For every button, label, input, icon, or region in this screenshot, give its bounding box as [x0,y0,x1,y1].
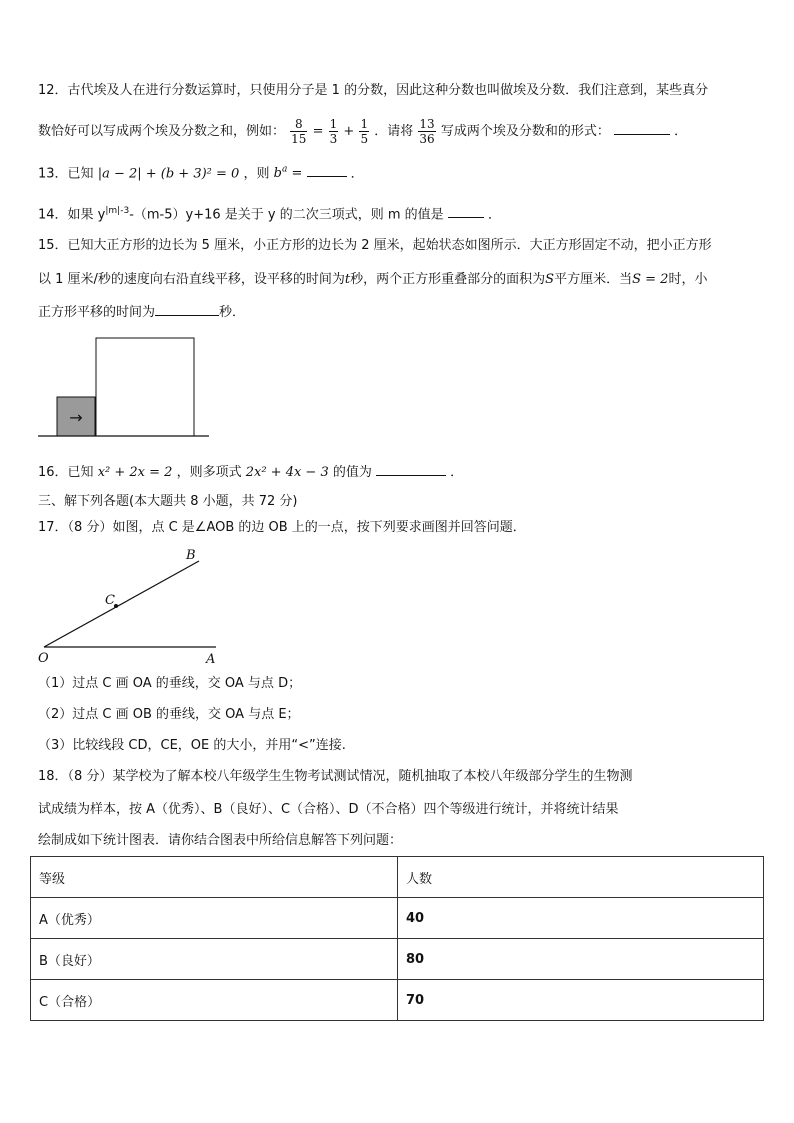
q17-step3: （3）比较线段 CD，CE，OE 的大小，并用“<”连接. [38,738,346,753]
q12-pre: 数恰好可以写成两个埃及分数之和，例如： [38,124,286,139]
q12-mid: ．请将 [374,124,414,139]
large-square [96,338,194,436]
q12-line1: 12．古代埃及人在进行分数运算时，只使用分子是 1 的分数，因此这种分数也叫做埃及分数．我们注意到，某些真分 [38,83,709,98]
angle-figure [36,544,226,668]
answer-blank-13[interactable] [307,162,347,177]
label-a: A [206,652,216,667]
fraction-1-3: $\frac{1}{3}$ [329,117,338,146]
squares-figure [36,335,212,441]
table-row [31,898,764,939]
table-cell: C（合格） [31,980,398,1021]
q15-line3: 正方形平移的时间为 秒． [38,301,245,323]
table-row [31,980,764,1021]
table-header-row [31,857,764,898]
table-cell: 80 [398,939,764,980]
ray-ob [44,561,199,647]
q13-line: 13．已知 |a − 2| + (b + 3)² = 0 ，则 $b^a$ = ． [38,160,364,184]
q14-exponent: |m|-3 [105,206,130,216]
q12-line2: 数恰好可以写成两个埃及分数之和，例如： $\frac{8}{15}$ = $\frac{1}{3}$ + $\frac{1}{5}$ ．请将 $\frac{13}{36}$ 写成两个埃及分数和的形式： ． [38,117,688,146]
q12-post: 写成两个埃及分数和的形式： [440,124,610,139]
q18-line1: 18．（8 分）某学校为了解本校八年级学生生物考试测试情况，随机抽取了本校八年级部分学生的生物测 [38,769,633,784]
table-header-cell: 人数 [398,857,764,898]
right-arrow-icon: → [69,408,83,427]
answer-blank-16[interactable] [376,461,446,476]
fraction-13-36: $\frac{13}{36}$ [419,117,435,146]
q17-step1: （1）过点 C 画 OA 的垂线，交 OA 与点 D； [38,676,302,691]
q16-given: x² + 2x = 2 [97,465,173,480]
table-cell: B（良好） [31,939,398,980]
label-o: O [38,651,49,666]
q15-line1: 15．已知大正方形的边长为 5 厘米，小正方形的边长为 2 厘米，起始状态如图所示．大正方形固定不动，把小正方形 [38,238,712,253]
fraction-8-15: $\frac{8}{15}$ [291,117,307,146]
table-header-cell: 等级 [31,857,398,898]
q17-step2: （2）过点 C 画 OB 的垂线，交 OA 与点 E； [38,707,300,722]
fraction-1-5: $\frac{1}{5}$ [360,117,369,146]
q16-poly: 2x² + 4x − 3 [245,465,329,480]
q17-stem: 17．（8 分）如图，点 C 是∠AOB 的边 OB 上的一点，按下列要求画图并回答问题． [38,520,526,535]
q18-line3: 绘制成如下统计图表．请你结合图表中所给信息解答下列问题： [38,833,403,848]
answer-blank-15[interactable] [155,301,219,316]
q18-line2: 试成绩为样本，按 A（优秀）、B（良好）、C（合格）、D（不合格）四个等级进行统计，并将统计结果 [38,802,619,817]
answer-blank-14[interactable] [448,203,484,218]
label-b: B [186,548,196,563]
q16-line: 16．已知 x² + 2x = 2 ，则多项式 2x² + 4x − 3 的值为 ． [38,461,463,483]
table-cell: 70 [398,980,764,1021]
q15-line2: 以 1 厘米/秒的速度向右沿直线平移，设平移的时间为t秒，两个正方形重叠部分的面积为S平方厘米．当S = 2时，小 [38,272,708,287]
table-cell: A（优秀） [31,898,398,939]
label-c: C [105,593,115,608]
q13-expr: |a − 2| + (b + 3)² = 0 [97,166,240,182]
q14-line: 14．如果 $y^{|m|-3}-(m-5)y+16$ 是关于 y 的二次三项式，则 m 的值是 ． [38,201,501,225]
table-row [31,939,764,980]
q13-power: $b^a$ = [273,165,307,182]
answer-blank-12[interactable] [614,120,670,135]
section-heading: 三、解下列各题(本大题共 8 小题，共 72 分) [38,494,298,509]
grades-table [30,856,764,1021]
table-cell: 40 [398,898,764,939]
